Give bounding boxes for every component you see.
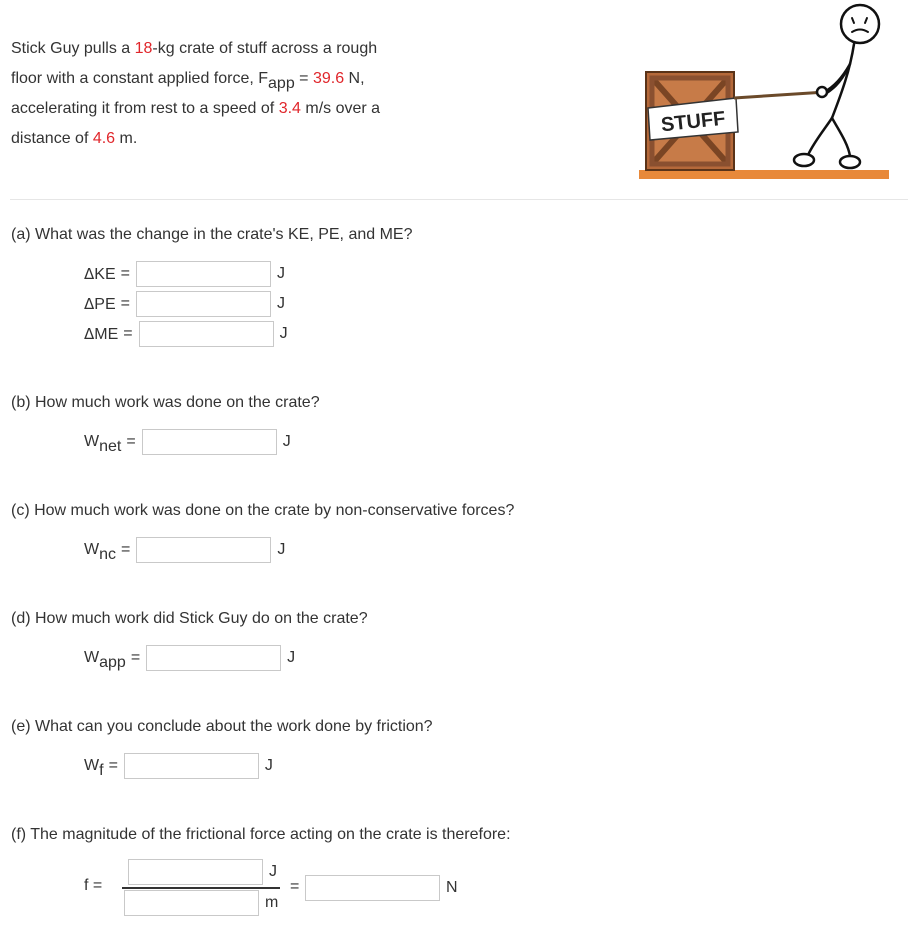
problem-line-1: Stick Guy pulls a 18-kg crate of stuff across a rough	[11, 40, 378, 57]
problem-line-2: floor with a constant applied force, $F_{app} = 39.6$ N,	[11, 70, 365, 92]
delta-ke-unit: J	[276, 265, 285, 282]
delta-me-row: ΔME = J	[84, 320, 288, 348]
delta-me-input[interactable]	[139, 321, 274, 347]
delta-me-unit: J	[279, 325, 288, 342]
numerator-row	[128, 858, 277, 886]
part-f-question: (f) The magnitude of the frictional force acting on the crate is therefore:	[11, 826, 511, 843]
part-b-question: (b) How much work was done on the crate?	[11, 394, 320, 411]
w-f-input[interactable]	[124, 753, 259, 779]
w-app-row: $W_{app}$ = J	[84, 644, 295, 672]
w-app-input[interactable]	[146, 645, 281, 671]
delta-pe-label: ΔPE	[84, 294, 116, 313]
problem-statement	[11, 34, 531, 154]
denominator-input[interactable]	[124, 890, 259, 916]
w-net-unit: J	[282, 433, 291, 450]
problem-line-4: distance of 4.6 m.	[11, 130, 138, 147]
friction-force-input[interactable]	[305, 875, 440, 901]
delta-ke-row: ΔKE = J	[84, 260, 285, 288]
stick-guy-pulling-crate-icon	[636, 0, 892, 185]
part-d-question: (d) How much work did Stick Guy do on the crate?	[11, 610, 368, 627]
denominator-row	[124, 889, 278, 917]
w-nc-row: $W_{nc}$ = J	[84, 536, 285, 564]
mass-value: 18	[134, 40, 153, 57]
w-net-label: $W_{net}$	[84, 433, 122, 455]
crate	[646, 72, 738, 170]
friction-force-unit: N	[446, 879, 458, 896]
part-a-question: (a) What was the change in the crate's KE, PE, and ME?	[11, 226, 413, 243]
friction-result-row	[305, 874, 458, 902]
part-c-question: (c) How much work was done on the crate by non-conservative forces?	[11, 502, 515, 519]
w-f-label: $W_f$	[84, 757, 104, 779]
problem-line-3: accelerating it from rest to a speed of 3.4 m/s over a	[11, 100, 381, 117]
divider	[10, 199, 908, 200]
w-nc-input[interactable]	[136, 537, 271, 563]
numerator-unit: J	[269, 863, 277, 880]
w-nc-unit: J	[277, 541, 286, 558]
f-label: f =	[84, 877, 103, 894]
delta-pe-unit: J	[276, 295, 285, 312]
rope	[734, 92, 826, 98]
delta-ke-input[interactable]	[136, 261, 271, 287]
w-nc-label: $W_{nc}$	[84, 541, 117, 563]
w-f-row: $W_f$ = J	[84, 752, 273, 780]
force-subscript: app	[268, 75, 295, 92]
delta-pe-row: ΔPE = J	[84, 290, 285, 318]
delta-ke-label: ΔKE	[84, 264, 116, 283]
crate-label: STUFF	[660, 107, 727, 137]
speed-value: 3.4	[278, 100, 301, 117]
w-app-label: $W_{app}$	[84, 649, 126, 671]
numerator-input[interactable]	[128, 859, 263, 885]
distance-value: 4.6	[92, 130, 116, 147]
w-app-unit: J	[287, 649, 296, 666]
w-f-unit: J	[264, 757, 273, 774]
denominator-unit: m	[265, 894, 279, 911]
stick-guy	[794, 5, 879, 168]
part-e-question: (e) What can you conclude about the work done by friction?	[11, 718, 433, 735]
w-net-input[interactable]	[142, 429, 277, 455]
w-net-row: $W_{net}$ = J	[84, 428, 291, 456]
delta-me-label: ΔME	[84, 324, 119, 343]
delta-pe-input[interactable]	[136, 291, 271, 317]
floor	[639, 170, 889, 179]
f-equals: =	[290, 878, 300, 895]
force-value: 39.6	[312, 70, 345, 87]
